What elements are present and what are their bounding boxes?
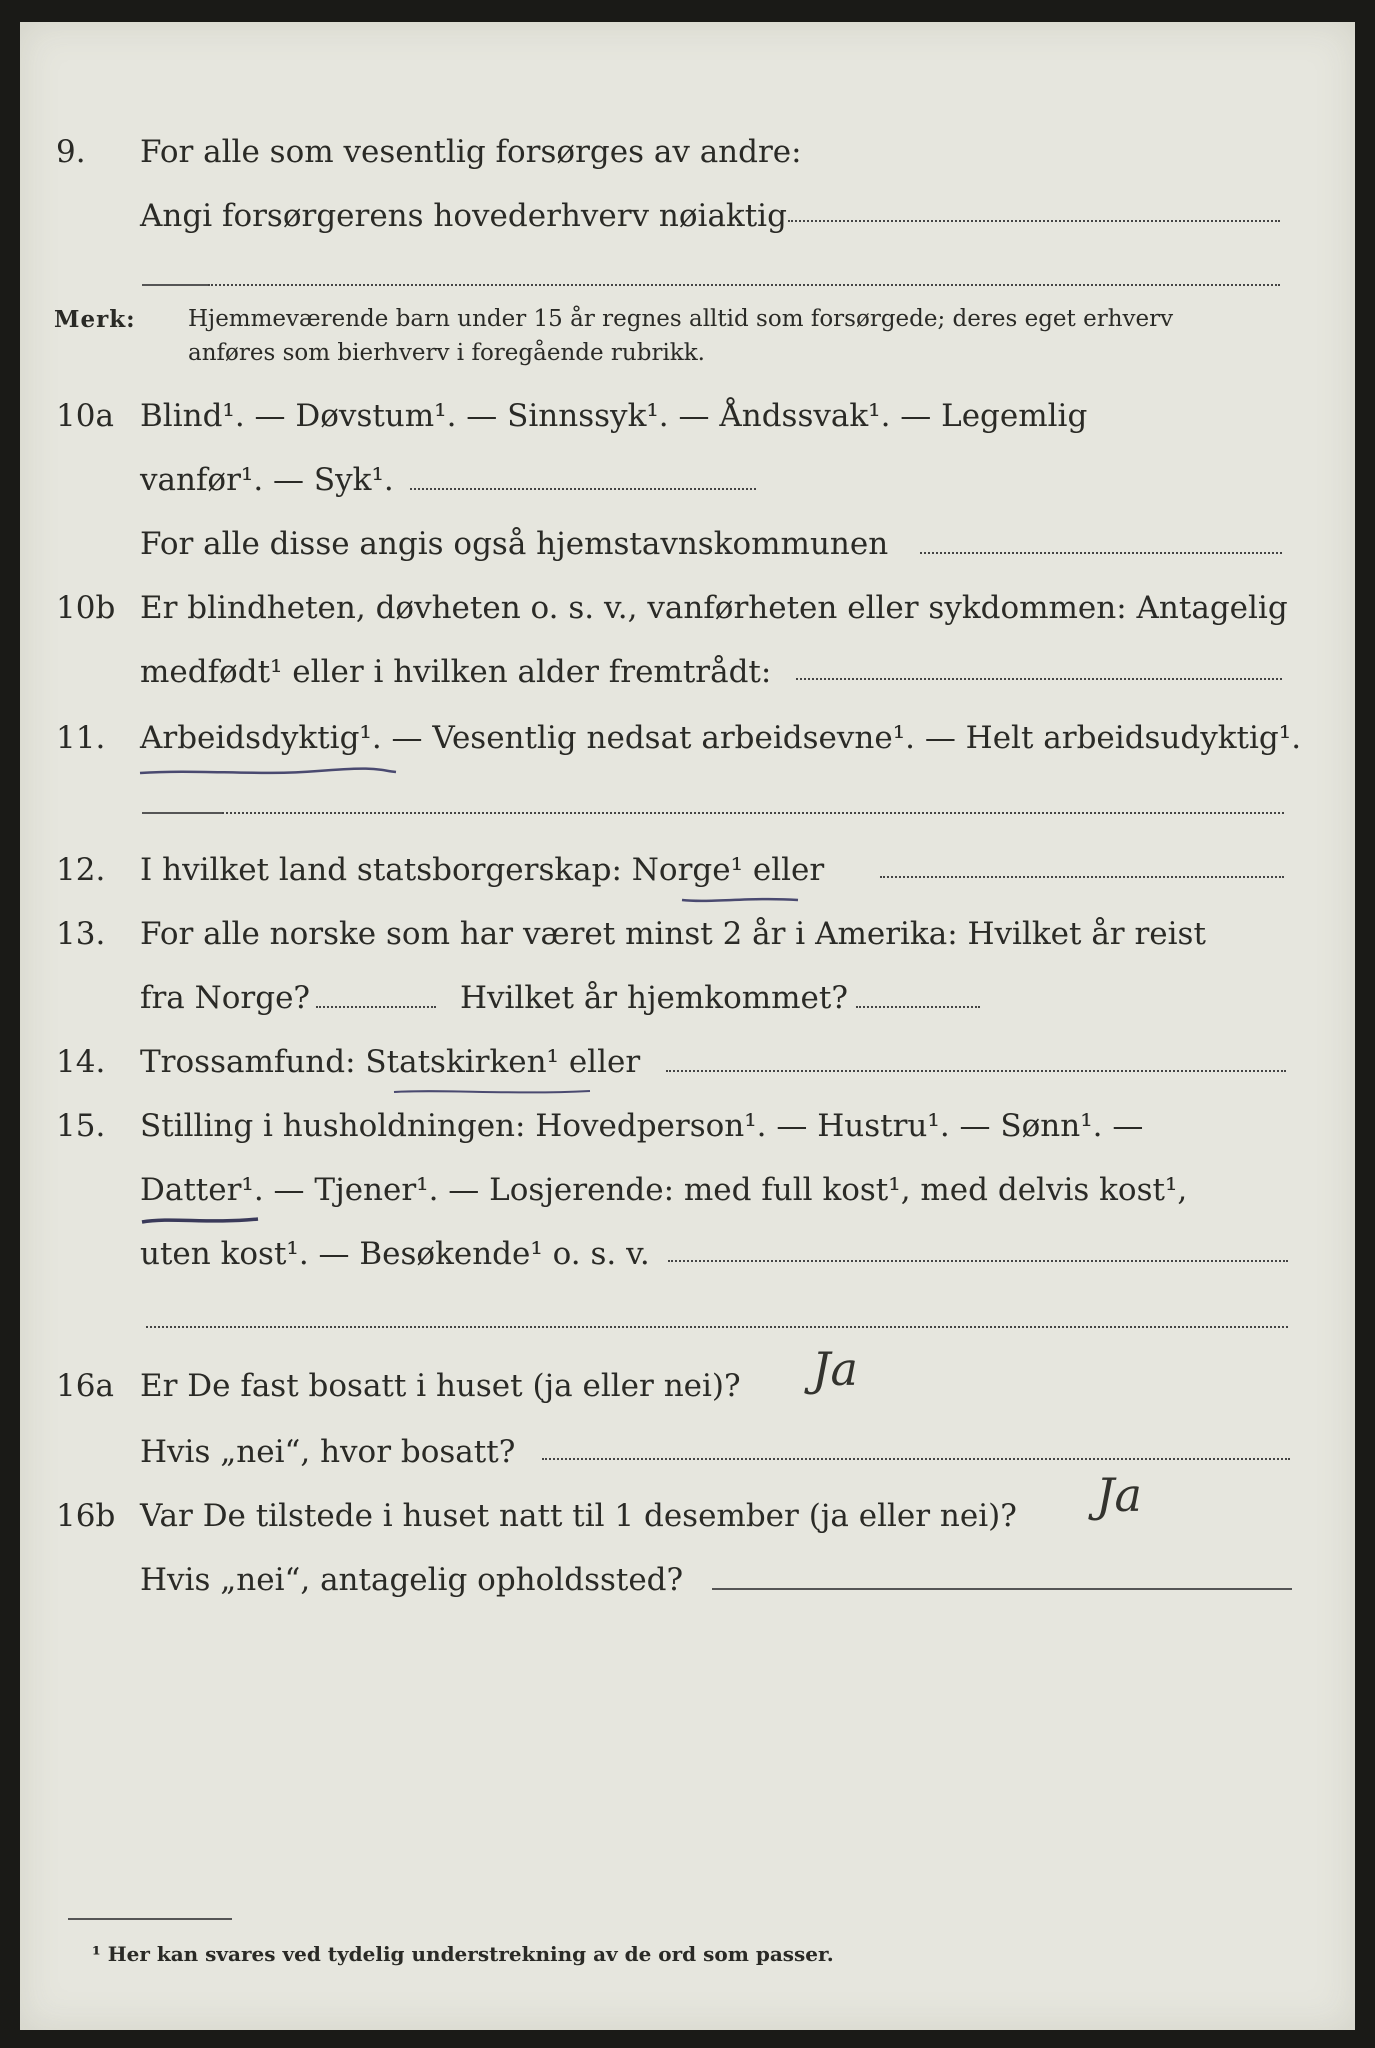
footnote-rule (68, 1918, 232, 1920)
answer-line[interactable] (668, 1260, 1288, 1262)
handwritten-underline-arbeidsdyktig (138, 766, 398, 778)
handwritten-underline-statskirken (392, 1086, 592, 1098)
question-text: vanfør¹. — Syk¹. (140, 462, 394, 498)
question-text: Stilling i husholdningen: Hovedperson¹. — Hustru¹. — Sønn¹. — (140, 1108, 1144, 1144)
answer-line[interactable] (666, 1070, 1286, 1072)
question-number: 13. (56, 916, 106, 952)
question-text: uten kost¹. — Besøkende¹ o. s. v. (140, 1236, 650, 1272)
question-text: Var De tilstede i huset natt til 1 desember (ja eller nei)? (140, 1498, 1017, 1534)
question-number: 12. (56, 852, 106, 888)
answer-line[interactable] (796, 678, 1282, 680)
question-text: Hvis „nei“, antagelig opholdssted? (140, 1562, 684, 1598)
question-text: Datter¹. — Tjener¹. — Losjerende: med full kost¹, med delvis kost¹, (140, 1172, 1188, 1208)
census-form-page (20, 22, 1355, 2030)
merk-text-line1: Hjemmeværende barn under 15 år regnes alltid som forsørgede; deres eget erhverv (188, 306, 1174, 332)
question-text: Trossamfund: Statskirken¹ eller (140, 1044, 641, 1080)
divider-stub (142, 284, 208, 286)
question-number: 9. (56, 134, 86, 170)
handwritten-answer-16a: Ja (812, 1342, 858, 1396)
question-number: 10a (56, 398, 114, 434)
merk-label: Merk: (54, 306, 136, 333)
handwritten-underline-datter (140, 1214, 260, 1228)
question-number: 15. (56, 1108, 106, 1144)
answer-line[interactable] (542, 1458, 1290, 1460)
question-text: Hvis „nei“, hvor bosatt? (140, 1434, 516, 1470)
handwritten-underline-norge (680, 894, 800, 906)
merk-text-line2: anføres som bierhverv i foregående rubrikk. (188, 340, 705, 366)
question-number: 11. (56, 720, 106, 756)
answer-line[interactable] (410, 488, 756, 490)
question-text: Angi forsørgerens hovederhverv nøiaktig (140, 198, 787, 234)
answer-line[interactable] (856, 1006, 980, 1008)
question-text: For alle som vesentlig forsørges av andre: (140, 134, 802, 170)
question-text: Blind¹. — Døvstum¹. — Sinnssyk¹. — Åndssvak¹. — Legemlig (140, 398, 1088, 434)
question-text: For alle disse angis også hjemstavnskommunen (140, 526, 889, 562)
question-number: 14. (56, 1044, 106, 1080)
question-text: Er blindheten, døvheten o. s. v., vanførheten eller sykdommen: Antagelig (140, 590, 1288, 626)
question-number: 16a (56, 1368, 114, 1404)
question-text: I hvilket land statsborgerskap: Norge¹ eller (140, 852, 825, 888)
question-number: 16b (56, 1498, 116, 1534)
answer-line[interactable] (712, 1588, 1292, 1590)
question-text: Er De fast bosatt i huset (ja eller nei)? (140, 1368, 741, 1404)
answer-line[interactable] (208, 284, 1280, 286)
footnote-text: ¹ Her kan svares ved tydelig understrekning av de ord som passer. (92, 1942, 834, 1966)
handwritten-answer-16b: Ja (1096, 1468, 1142, 1522)
answer-line[interactable] (920, 552, 1282, 554)
answer-line[interactable] (146, 1326, 1288, 1328)
question-text: Hvilket år hjemkommet? (460, 980, 848, 1016)
divider-stub (142, 812, 222, 814)
question-text: Arbeidsdyktig¹. — Vesentlig nedsat arbeidsevne¹. — Helt arbeidsudyktig¹. (140, 720, 1302, 756)
question-text: fra Norge? (140, 980, 311, 1016)
answer-line[interactable] (222, 812, 1284, 814)
question-text: medfødt¹ eller i hvilken alder fremtrådt: (140, 654, 772, 690)
question-number: 10b (56, 590, 116, 626)
question-text: For alle norske som har været minst 2 år i Amerika: Hvilket år reist (140, 916, 1206, 952)
answer-line[interactable] (788, 220, 1280, 222)
answer-line[interactable] (316, 1006, 436, 1008)
answer-line[interactable] (880, 876, 1284, 878)
